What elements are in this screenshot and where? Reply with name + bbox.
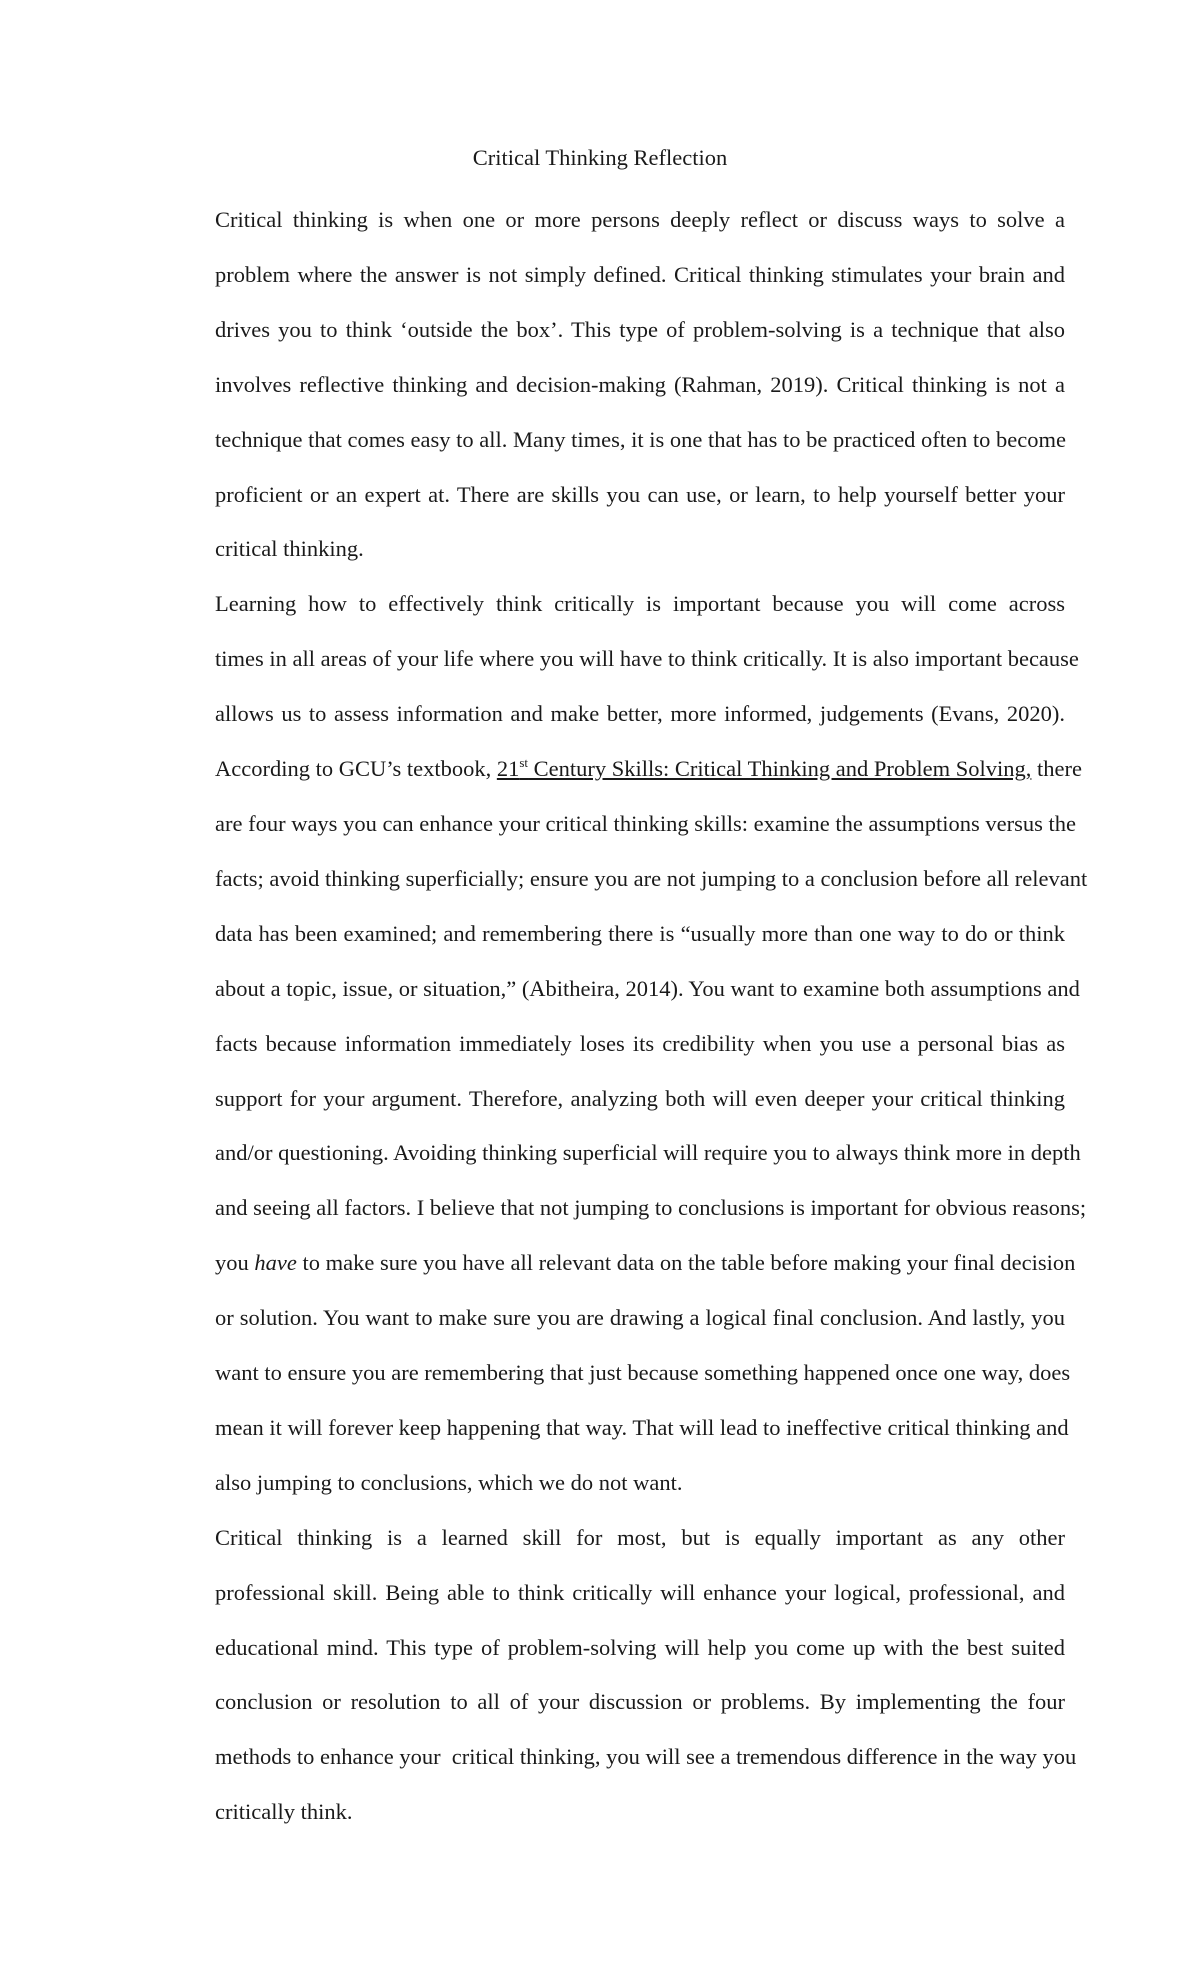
text-segment: to make sure you have all relevant data on the table before making your final decision: [296, 1250, 1076, 1276]
text-line: facts because information immediately loses its credibility when you use a personal bias as: [215, 1030, 1065, 1056]
text-line: problem where the answer is not simply defined. Critical thinking stimulates your brain and: [215, 261, 1065, 287]
text-line: methods to enhance your critical thinking, you will see a tremendous difference in the way you: [215, 1744, 1077, 1770]
text-line: technique that comes easy to all. Many times, it is one that has to be practiced often to become: [215, 426, 1066, 452]
text-line: allows us to assess information and make better, more informed, judgements (Evans, 2020).: [215, 701, 1065, 727]
text-line: conclusion or resolution to all of your discussion or problems. By implementing the four: [215, 1689, 1065, 1715]
text-line: or solution. You want to make sure you are drawing a logical final conclusion. And lastly, you: [215, 1305, 1065, 1331]
text-line-with-book-title: [142, 742, 1082, 797]
text-line: mean it will forever keep happening that way. That will lead to ineffective critical thinking and: [215, 1414, 1069, 1440]
text-line-with-emphasis: [142, 1236, 1076, 1291]
text-line: and/or questioning. Avoiding thinking superficial will require you to always think more in depth: [215, 1140, 1081, 1166]
text-line: proficient or an expert at. There are skills you can use, or learn, to help yourself better your: [215, 481, 1065, 507]
paragraph-3: [142, 1511, 1077, 1840]
text-line: involves reflective thinking and decision-making (Rahman, 2019). Critical thinking is not a: [215, 371, 1065, 397]
text-segment: According to GCU’s textbook,: [215, 756, 497, 782]
text-segment: you: [215, 1250, 255, 1276]
book-title: [497, 756, 1032, 781]
text-line: also jumping to conclusions, which we do not want.: [215, 1469, 683, 1495]
text-line: want to ensure you are remembering that just because something happened once one way, does: [215, 1360, 1071, 1386]
book-title-superscript: st: [519, 755, 529, 771]
text-line: educational mind. This type of problem-solving will help you come up with the best suited: [215, 1634, 1065, 1660]
emphasized-word: have: [254, 1250, 297, 1276]
text-line: professional skill. Being able to think critically will enhance your logical, professional, and: [215, 1579, 1065, 1605]
book-title-number: 21: [496, 756, 520, 782]
text-line: Critical thinking is when one or more persons deeply reflect or discuss ways to solve a: [215, 207, 1065, 232]
text-line: are four ways you can enhance your critical thinking skills: examine the assumptions versus the: [215, 810, 1077, 836]
text-line: about a topic, issue, or situation,” (Abitheira, 2014). You want to examine both assumptions and: [215, 975, 1080, 1001]
text-line: data has been examined; and remembering there is “usually more than one way to do or think: [215, 920, 1065, 946]
book-title-rest: Century Skills: Critical Thinking and Problem Solving,: [528, 756, 1032, 782]
text-line: support for your argument. Therefore, analyzing both will even deeper your critical thinking: [215, 1085, 1065, 1111]
text-line: Learning how to effectively think critically is important because you will come across: [215, 591, 1065, 617]
paragraph-1: [142, 193, 1065, 577]
document-title: Critical Thinking Reflection: [472, 145, 728, 170]
text-line: Critical thinking is a learned skill for most, but is equally important as any other: [215, 1524, 1065, 1550]
text-line: times in all areas of your life where you will have to think critically. It is also important because: [215, 646, 1079, 672]
text-segment: there: [1031, 756, 1082, 782]
text-line: facts; avoid thinking superficially; ensure you are not jumping to a conclusion before all relevant: [215, 865, 1088, 891]
paragraph-2: [142, 577, 1088, 1510]
text-line: critical thinking.: [215, 536, 364, 562]
text-line: and seeing all factors. I believe that not jumping to conclusions is important for obvious reasons;: [215, 1195, 1087, 1221]
text-line: drives you to think ‘outside the box’. This type of problem-solving is a technique that also: [215, 316, 1065, 342]
text-line: critically think.: [215, 1799, 353, 1825]
document-body: [142, 193, 1088, 1840]
